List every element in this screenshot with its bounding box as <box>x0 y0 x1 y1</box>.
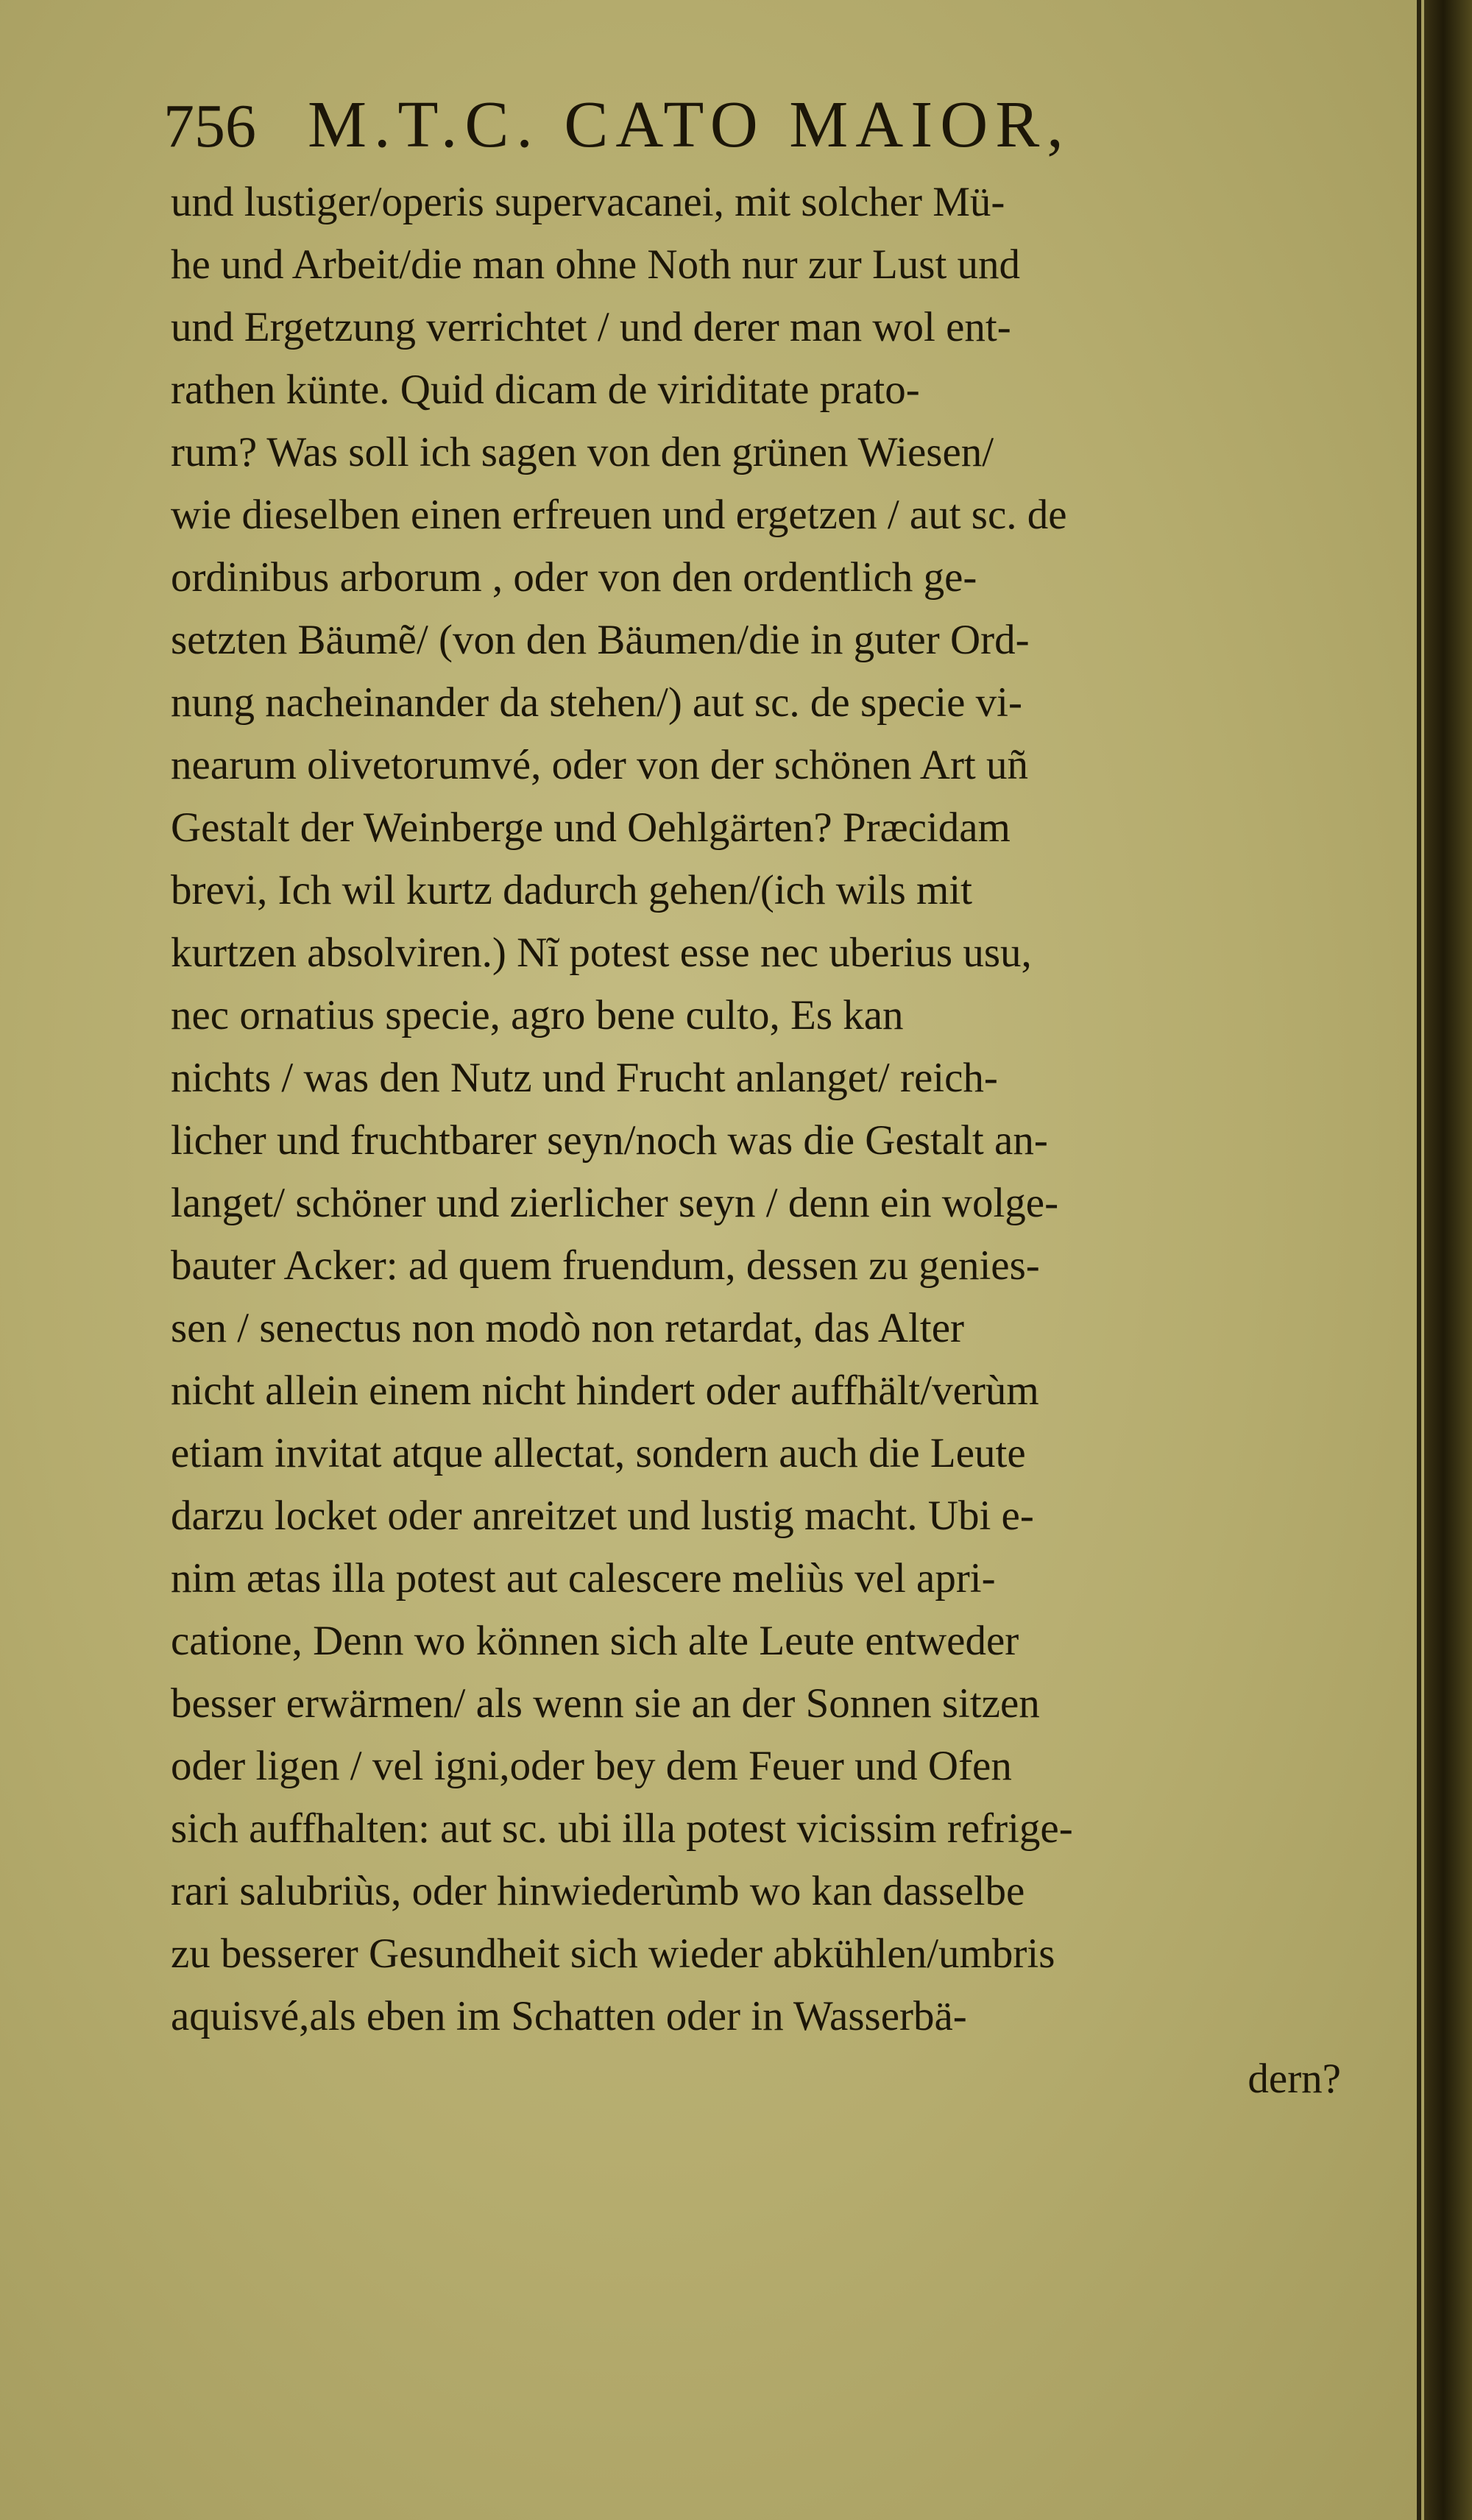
binding-edge <box>1417 0 1421 2520</box>
text-line: sen / senectus non modò non retardat, das Alter <box>171 1305 964 1351</box>
text-line: licher und fruchtbarer seyn/noch was die Gestalt an- <box>171 1117 1048 1164</box>
text-line: langet/ schöner und zierlicher seyn / denn ein wolge- <box>171 1180 1059 1226</box>
text-line: und lustiger/operis supervacanei, mit solcher Mü- <box>171 179 1005 225</box>
catchword-line: dern? <box>1248 2056 1341 2102</box>
text-line: aquisvé,als eben im Schatten oder in Wasserbä- <box>171 1993 967 2039</box>
text-line: oder ligen / vel igni,oder bey dem Feuer und Ofen <box>171 1743 1012 1789</box>
page-header <box>163 87 1312 175</box>
text-line: darzu locket oder anreitzet und lustig macht. Ubi e- <box>171 1493 1034 1539</box>
text-line: nicht allein einem nicht hindert oder auffhält/verùm <box>171 1367 1039 1414</box>
text-line: etiam invitat atque allectat, sondern auch die Leute <box>171 1430 1026 1476</box>
text-line: rathen künte. Quid dicam de viriditate prato- <box>171 367 920 413</box>
text-line: nichts / was den Nutz und Frucht anlanget/ reich- <box>171 1055 998 1101</box>
body-text <box>171 171 1363 2110</box>
text-line: ordinibus arborum , oder von den ordentlich ge- <box>171 554 977 601</box>
text-line: Gestalt der Weinberge und Oehlgärten? Præcidam <box>171 804 1011 851</box>
text-line: catione, Denn wo können sich alte Leute entweder <box>171 1618 1019 1664</box>
text-line: nim ætas illa potest aut calescere meliùs vel apri- <box>171 1555 996 1601</box>
text-line: rum? Was soll ich sagen von den grünen Wiesen/ <box>171 429 994 475</box>
text-line: wie dieselben einen erfreuen und ergetzen / aut sc. de <box>171 492 1067 538</box>
text-line: nearum olivetorumvé, oder von der schönen Art uñ <box>171 742 1029 788</box>
text-line: rari salubriùs, oder hinwiederùmb wo kan dasselbe <box>171 1868 1025 1914</box>
text-line: und Ergetzung verrichtet / und derer man wol ent- <box>171 304 1011 350</box>
running-head: M.T.C. CATO MAIOR, <box>308 88 1071 161</box>
text-line: kurtzen absolviren.) Nĩ potest esse nec uberius usu, <box>171 930 1032 976</box>
text-line: brevi, Ich wil kurtz dadurch gehen/(ich wils mit <box>171 867 973 913</box>
page-number: 756 <box>163 92 256 160</box>
text-line: he und Arbeit/die man ohne Noth nur zur Lust und <box>171 241 1021 288</box>
text-line: setzten Bäumẽ/ (von den Bäumen/die in guter Ord- <box>171 617 1030 663</box>
text-line: sich auffhalten: aut sc. ubi illa potest vicissim refrige- <box>171 1805 1073 1852</box>
text-line: besser erwärmen/ als wenn sie an der Sonnen sitzen <box>171 1680 1040 1727</box>
text-line: nec ornatius specie, agro bene culto, Es kan <box>171 992 904 1038</box>
text-line: bauter Acker: ad quem fruendum, dessen zu genies- <box>171 1242 1040 1289</box>
binding-gutter <box>1424 0 1472 2520</box>
text-line: nung nacheinander da stehen/) aut sc. de specie vi- <box>171 679 1022 726</box>
text-line: zu besserer Gesundheit sich wieder abkühlen/umbris <box>171 1930 1055 1977</box>
